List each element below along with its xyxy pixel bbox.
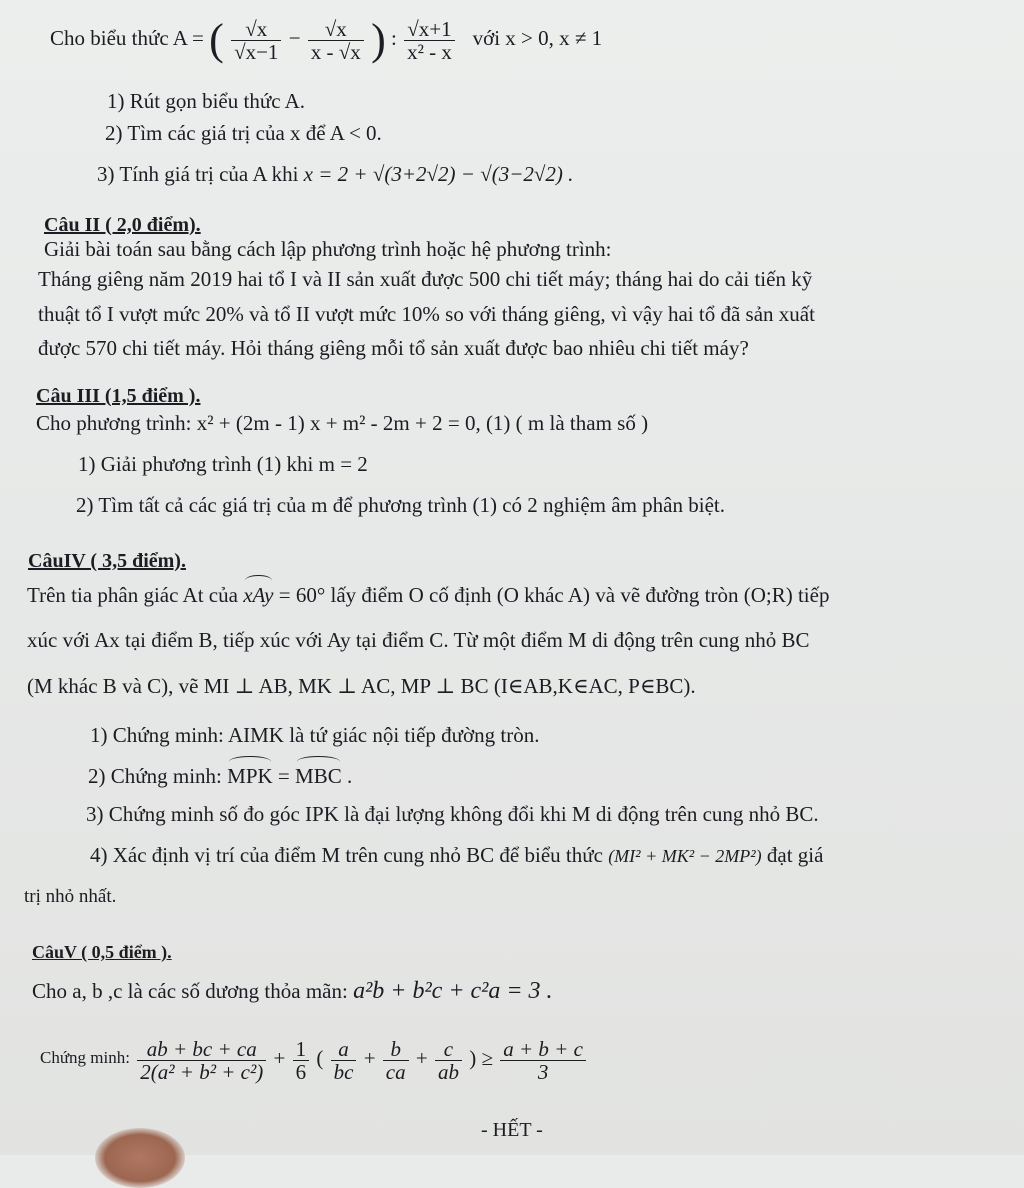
- section4-item-1: 1) Chứng minh: AIMK là tứ giác nội tiếp đường tròn.: [90, 723, 540, 747]
- right-paren: ): [371, 15, 386, 65]
- fracF-num: a + b + c: [500, 1038, 586, 1061]
- section5-heading: CâuV ( 0,5 điểm ).: [32, 942, 172, 962]
- fraction-b: [293, 1038, 310, 1083]
- frac3-den: x² - x: [407, 39, 452, 64]
- end-marker: - HẾT -: [481, 1119, 543, 1141]
- fraction-d: [383, 1038, 409, 1083]
- frac2-den: x - √x: [310, 39, 361, 64]
- fraction-1: [231, 18, 281, 63]
- section4-heading: CâuIV ( 3,5 điểm).: [28, 550, 186, 572]
- prove-label: Chứng minh:: [40, 1048, 130, 1067]
- section5-line-1: [32, 978, 553, 1004]
- fracE-num: c: [435, 1038, 462, 1061]
- section2-line-1: Giải bài toán sau bằng cách lập phương trình hoặc hệ phương trình:: [44, 237, 612, 261]
- section4-item-4-cont: trị nhỏ nhất.: [24, 886, 117, 907]
- section5-line1-text: Cho a, b ,c là các số dương thỏa mãn:: [32, 979, 348, 1003]
- item4-end: đạt giá: [766, 843, 824, 867]
- colon: :: [390, 26, 397, 50]
- section5-condition-expr: a²b + b²c + c²a = 3 .: [353, 978, 553, 1004]
- section4-line-1: [27, 582, 829, 608]
- problem1-item-1: 1) Rút gọn biểu thức A.: [107, 89, 306, 113]
- fracA-den: 2(a² + b² + c²): [140, 1059, 264, 1084]
- fracE-den: ab: [437, 1059, 459, 1084]
- line1-b: = 60° lấy điểm O cố định (O khác A) và vẽ đường tròn (O;R) tiếp: [278, 583, 830, 607]
- section3-item-1: 1) Giải phương trình (1) khi m = 2: [78, 452, 368, 476]
- section3-heading: Câu III (1,5 điểm ).: [36, 385, 201, 407]
- fracA-num: ab + bc + ca: [137, 1038, 266, 1061]
- angle-mpk: MPK: [227, 764, 273, 788]
- plus-2: +: [363, 1046, 376, 1070]
- fracD-num: b: [383, 1038, 409, 1061]
- problem1-item-3: [97, 161, 573, 187]
- item4-expr: (MI² + MK² − 2MP²): [608, 846, 762, 866]
- fracC-den: bc: [333, 1059, 354, 1084]
- minus-sign: −: [288, 26, 301, 50]
- section4-item-2: [88, 763, 352, 789]
- problem1-statement: [50, 16, 602, 63]
- frac2-num: √x: [308, 18, 364, 41]
- fracC-num: a: [331, 1038, 357, 1061]
- line1-a: Trên tia phân giác At của: [27, 583, 238, 607]
- open-paren: (: [316, 1046, 324, 1070]
- section2-line-2: Tháng giêng năm 2019 hai tổ I và II sản xuất được 500 chi tiết máy; tháng hai do cải tiến kỹ: [38, 267, 813, 291]
- plus-3: +: [415, 1046, 428, 1070]
- left-paren: (: [209, 15, 224, 65]
- section2-heading: Câu II ( 2,0 điểm).: [44, 214, 201, 236]
- item4-text: 4) Xác định vị trí của điểm M trên cung nhỏ BC để biểu thức: [90, 843, 603, 867]
- item3-expr: x = 2 + √(3+2√2) − √(3−2√2) .: [303, 162, 574, 186]
- item3-text: 3) Tính giá trị của A khi: [97, 162, 299, 186]
- section4-line-2: xúc với Ax tại điểm B, tiếp xúc với Ay tại điểm C. Từ một điểm M di động trên cung nhỏ BC: [27, 628, 810, 652]
- close-ge: ) ≥: [469, 1046, 493, 1070]
- problem1-intro: Cho biểu thức: [50, 26, 169, 50]
- fraction-f: [500, 1038, 586, 1083]
- thumb-photo-artifact: [95, 1128, 185, 1188]
- angle-xay: xAy: [243, 583, 274, 607]
- item2-prefix: 2) Chứng minh:: [88, 764, 222, 788]
- condition: với x > 0, x ≠ 1: [472, 26, 603, 50]
- frac1-num: √x: [231, 18, 281, 41]
- section4-line-3: (M khác B và C), vẽ MI ⊥ AB, MK ⊥ AC, MP ⊥ BC (I∈AB,K∈AC, P∈BC).: [27, 674, 696, 698]
- frac1-den: √x−1: [234, 39, 279, 64]
- fracB-den: 6: [295, 1059, 307, 1084]
- fraction-2: [308, 18, 364, 63]
- section5-inequality: [40, 1026, 588, 1090]
- section4-item-4: [90, 842, 823, 869]
- item2-end: .: [346, 764, 353, 788]
- section2-line-4: được 570 chi tiết máy. Hỏi tháng giêng mỗi tổ sản xuất được bao nhiêu chi tiết máy?: [38, 336, 749, 360]
- angle-mbc: MBC: [295, 764, 342, 788]
- problem1-item-2: 2) Tìm các giá trị của x để A < 0.: [105, 121, 382, 145]
- fracF-den: 3: [537, 1059, 549, 1084]
- fracB-num: 1: [293, 1038, 310, 1061]
- equals-sign: =: [277, 764, 290, 788]
- fraction-c: [331, 1038, 357, 1083]
- fraction-a: [137, 1038, 266, 1083]
- frac3-num: √x+1: [404, 18, 455, 41]
- fraction-e: [435, 1038, 462, 1083]
- equation-prefix: Cho phương trình:: [36, 411, 192, 435]
- section3-item-2: 2) Tìm tất cả các giá trị của m để phương trình (1) có 2 nghiệm âm phân biệt.: [76, 493, 725, 517]
- fraction-3: [404, 18, 455, 63]
- plus-1: +: [273, 1046, 286, 1070]
- section4-item-3: 3) Chứng minh số đo góc IPK là đại lượng không đổi khi M di động trên cung nhỏ BC.: [86, 802, 819, 826]
- expr-lhs: A =: [172, 26, 204, 50]
- section2-line-3: thuật tổ I vượt mức 20% và tổ II vượt mức 10% so với tháng giêng, vì vậy hai tổ đã sản xuất: [38, 302, 815, 326]
- fracD-den: ca: [385, 1059, 406, 1084]
- section3-equation: [36, 410, 648, 436]
- equation: x² + (2m - 1) x + m² - 2m + 2 = 0, (1) ( m là tham số ): [196, 411, 649, 435]
